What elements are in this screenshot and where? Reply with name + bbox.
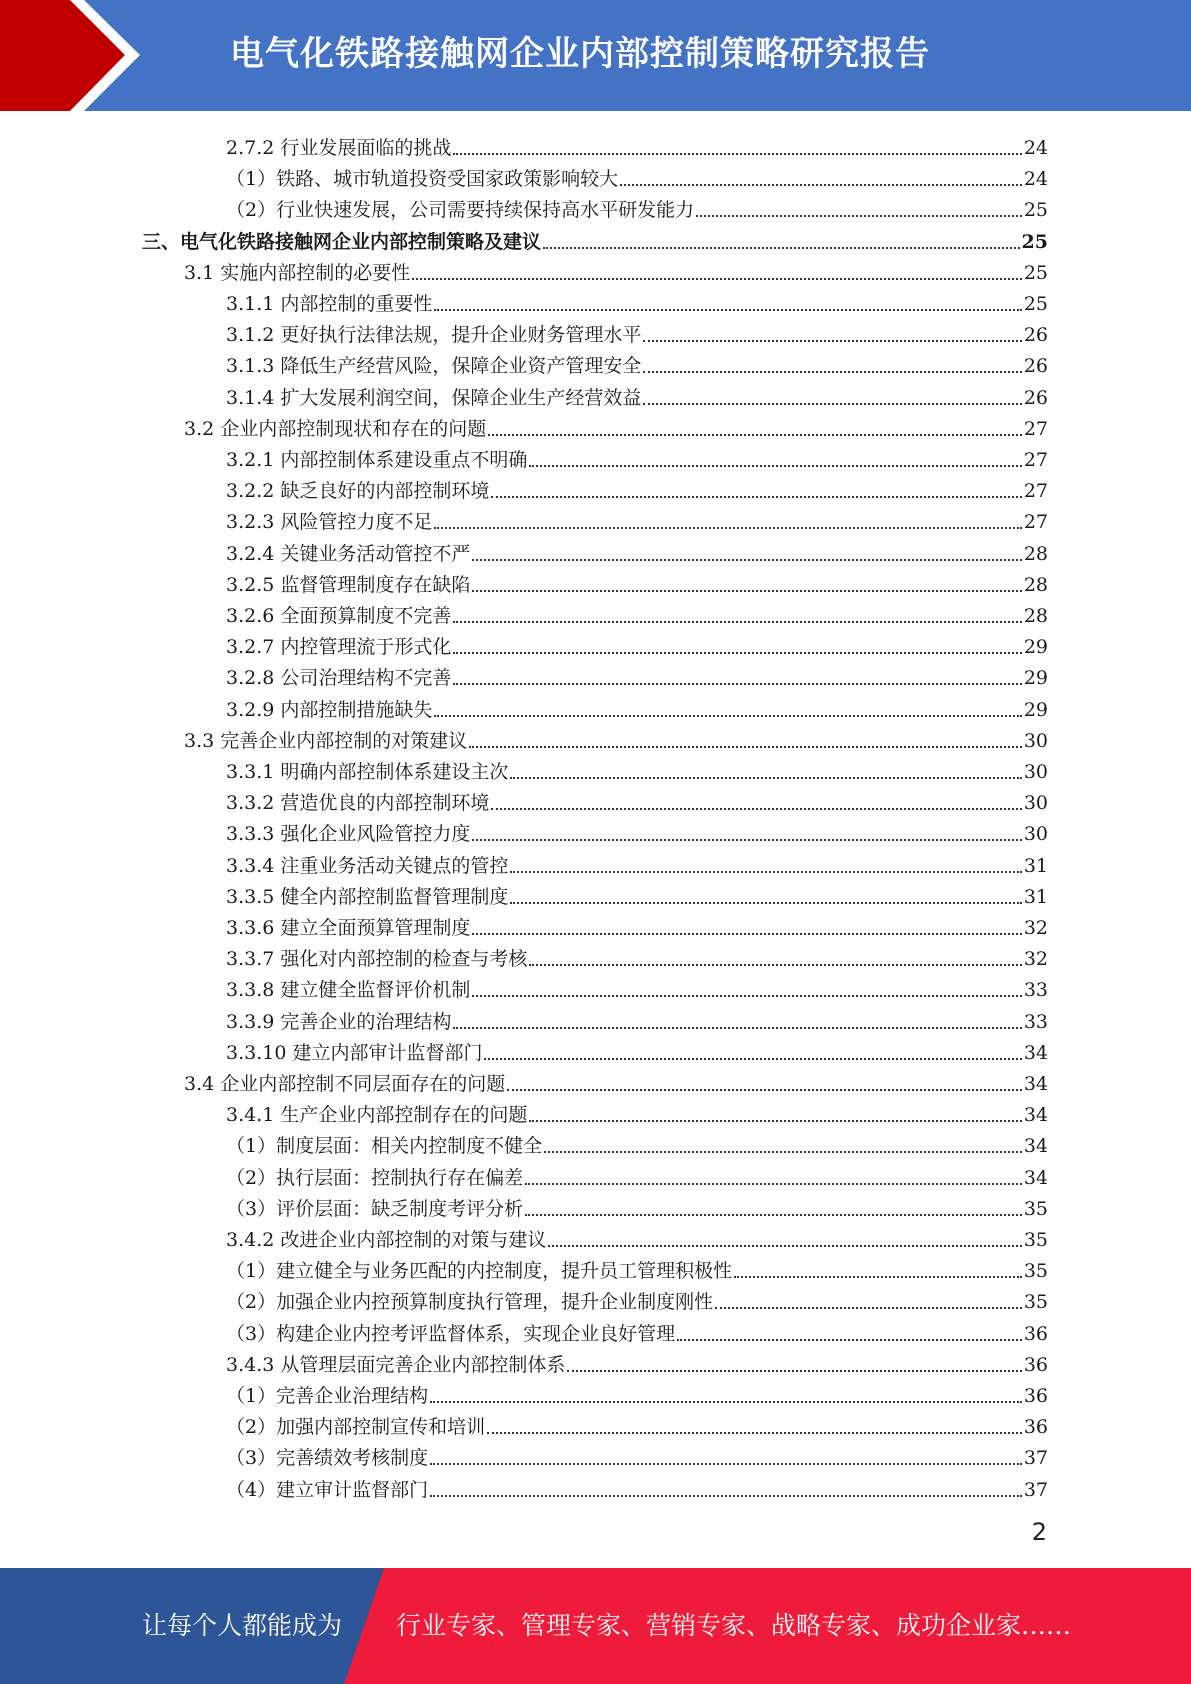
toc-entry[interactable] [226,159,1048,190]
toc-entry-title: （3）完善绩效考核制度 [226,1447,429,1470]
toc-entry-page: 25 [1023,199,1048,222]
toc-dot-leader [487,1431,1022,1434]
toc-entry[interactable] [184,253,1048,284]
toc-entry[interactable] [226,1407,1048,1438]
page-number: 2 [1031,1518,1047,1546]
toc-entry-title: 3.1.1 内部控制的重要性 [226,293,433,315]
toc-entry-title: 3.1.4 扩大发展利润空间，保障企业生产经营效益 [226,386,642,409]
toc-dot-leader [529,1119,1021,1122]
toc-entry[interactable] [226,1158,1048,1189]
toc-dot-leader [472,558,1021,561]
toc-entry-page: 28 [1023,542,1048,565]
toc-entry-page: 37 [1023,1447,1048,1470]
toc-entry-page: 27 [1023,480,1048,503]
toc-entry-page: 24 [1023,168,1048,191]
toc-entry[interactable] [226,190,1048,221]
toc-entry-page: 29 [1023,698,1048,721]
toc-dot-leader [507,1088,1022,1091]
toc-dot-leader [412,277,1022,280]
toc-entry-title: 三、电气化铁路接触网企业内部控制策略及建议 [142,230,542,253]
toc-entry[interactable] [184,409,1048,440]
toc-entry[interactable] [226,658,1048,689]
toc-dot-leader [544,1150,1022,1153]
toc-dot-leader [491,495,1021,498]
toc-entry-page: 33 [1023,1010,1048,1033]
toc-dot-leader [510,870,1021,873]
toc-entry-page: 37 [1023,1478,1048,1501]
toc-entry-title: 3.3.10 建立内部审计监督部门 [226,1041,483,1064]
toc-entry[interactable] [226,783,1048,814]
toc-dot-leader [643,339,1021,342]
toc-dot-leader [453,1026,1021,1029]
toc-entry-title: 3.4 企业内部控制不同层面存在的问题 [184,1073,506,1095]
toc-entry[interactable] [226,534,1048,565]
toc-entry-title: 3.2.4 关键业务活动管控不严 [226,542,471,565]
toc-entry-page: 27 [1023,417,1048,440]
toc-entry-page: 26 [1023,355,1048,378]
toc-entry-page: 32 [1023,917,1048,939]
toc-entry-page: 31 [1023,854,1048,877]
toc-entry[interactable] [184,1064,1048,1095]
toc-entry[interactable] [226,1376,1048,1407]
toc-entry-title: （4）建立审计监督部门 [226,1478,429,1501]
toc-entry-page: 24 [1023,137,1048,159]
toc-entry[interactable] [226,1314,1048,1345]
toc-entry-page: 25 [1023,261,1048,284]
document-title: 电气化铁路接触网企业内部控制策略研究报告 [230,34,930,74]
toc-entry[interactable] [226,1438,1048,1469]
toc-entry-title: （1）制度层面：相关内控制度不健全 [226,1135,543,1158]
toc-entry-page: 33 [1023,979,1048,1002]
toc-entry-page: 30 [1023,729,1048,752]
toc-entry-title: 2.7.2 行业发展面临的挑战 [226,137,452,159]
page-header [0,0,1191,111]
toc-entry[interactable] [226,502,1048,533]
toc-dot-leader [548,1244,1021,1247]
toc-dot-leader [529,464,1021,467]
toc-dot-leader [472,932,1021,935]
toc-entry[interactable] [226,1251,1048,1282]
toc-dot-leader [525,1182,1022,1185]
toc-entry[interactable] [142,222,1048,253]
toc-entry-page: 26 [1023,324,1048,347]
toc-entry-title: 3.3.4 注重业务活动关键点的管控 [226,854,509,877]
toc-entry-title: 3.3.7 强化对内部控制的检查与考核 [226,948,528,971]
toc-entry[interactable] [226,627,1048,658]
toc-entry-title: 3.3 完善企业内部控制的对策建议 [184,729,468,752]
toc-entry-page: 35 [1023,1291,1048,1314]
toc-entry-title: （2）加强企业内控预算制度执行管理，提升企业制度刚性 [226,1291,714,1314]
toc-entry-page: 29 [1023,667,1048,690]
toc-dot-leader [567,1369,1021,1372]
toc-dot-leader [643,402,1021,405]
toc-dot-leader [434,526,1021,529]
toc-entry-page: 28 [1023,605,1048,627]
toc-entry-page: 35 [1023,1260,1048,1283]
toc-entry-title: 3.3.8 建立健全监督评价机制 [226,979,471,1002]
toc-entry-page: 30 [1023,761,1048,783]
toc-entry[interactable] [184,721,1048,752]
toc-entry[interactable] [226,378,1048,409]
toc-entry-page: 34 [1023,1073,1048,1095]
toc-entry[interactable] [226,315,1048,346]
toc-entry-title: 3.2.5 监督管理制度存在缺陷 [226,573,471,596]
toc-entry-title: 3.1.3 降低生产经营风险，保障企业资产管理安全 [226,355,642,378]
toc-dot-leader [453,152,1021,155]
toc-entry-page: 35 [1023,1197,1048,1220]
toc-entry[interactable] [226,1470,1048,1501]
toc-dot-leader [434,714,1021,717]
toc-entry-title: （1）完善企业治理结构 [226,1385,429,1407]
toc-entry[interactable] [226,752,1048,783]
toc-dot-leader [430,1400,1022,1403]
toc-entry-page: 25 [1023,293,1048,315]
toc-entry-title: 3.3.1 明确内部控制体系建设主次 [226,761,509,783]
toc-entry-page: 30 [1023,823,1048,846]
toc-dot-leader [734,1275,1022,1278]
toc-dot-leader [453,682,1021,685]
toc-entry-page: 29 [1023,636,1048,659]
toc-entry[interactable] [226,846,1048,877]
toc-entry-title: （3）构建企业内控考评监督体系，实现企业良好管理 [226,1322,676,1345]
toc-entry[interactable] [226,1095,1048,1126]
toc-entry-page: 34 [1023,1135,1048,1158]
header-red-chevron-decoration [0,0,160,111]
toc-entry-title: 3.2.7 内控管理流于形式化 [226,636,452,659]
toc-entry-page: 34 [1023,1166,1048,1189]
toc-dot-leader [715,1306,1022,1309]
toc-dot-leader [510,776,1021,779]
toc-entry[interactable] [226,565,1048,596]
toc-entry-page: 36 [1023,1416,1048,1439]
toc-entry-page: 26 [1023,386,1048,409]
toc-dot-leader [472,838,1021,841]
toc-entry-page: 36 [1023,1322,1048,1345]
toc-entry-title: 3.4.2 改进企业内部控制的对策与建议 [226,1229,547,1251]
toc-entry-title: 3.2.8 公司治理结构不完善 [226,667,452,690]
toc-entry[interactable] [226,1189,1048,1220]
toc-entry[interactable] [226,814,1048,845]
toc-entry[interactable] [226,877,1048,908]
toc-entry[interactable] [226,1002,1048,1033]
toc-entry-page: 25 [1021,230,1048,253]
toc-dot-leader [430,1494,1022,1497]
toc-entry[interactable] [226,908,1048,939]
toc-entry-title: 3.3.2 营造优良的内部控制环境 [226,792,490,815]
toc-dot-leader [491,807,1021,810]
toc-entry[interactable] [226,1345,1048,1376]
toc-entry-page: 27 [1023,511,1048,534]
toc-dot-leader [620,183,1022,186]
toc-entry-page: 32 [1023,948,1048,971]
toc-entry-title: （1）建立健全与业务匹配的内控制度，提升员工管理积极性 [226,1260,733,1283]
toc-dot-leader [529,963,1021,966]
toc-dot-leader [643,370,1021,373]
toc-entry-title: （1）铁路、城市轨道投资受国家政策影响较大 [226,168,619,191]
toc-entry-page: 36 [1023,1385,1048,1407]
toc-entry[interactable] [226,284,1048,315]
toc-entry-page: 31 [1023,885,1048,908]
toc-entry-title: 3.3.6 建立全面预算管理制度 [226,917,471,939]
toc-dot-leader [510,901,1021,904]
toc-entry-title: 3.3.9 完善企业的治理结构 [226,1010,452,1033]
toc-entry-title: （3）评价层面：缺乏制度考评分析 [226,1197,524,1220]
toc-entry-title: （2）加强内部控制宣传和培训 [226,1416,486,1439]
toc-entry-page: 35 [1023,1229,1048,1251]
toc-dot-leader [543,246,1020,249]
toc-dot-leader [677,1338,1022,1341]
toc-entry[interactable] [226,596,1048,627]
toc-entry[interactable] [226,939,1048,970]
toc-entry-title: 3.2.1 内部控制体系建设重点不明确 [226,449,528,471]
toc-entry[interactable] [226,1033,1048,1064]
toc-dot-leader [430,1462,1022,1465]
toc-entry-title: （2）执行层面：控制执行存在偏差 [226,1166,524,1189]
toc-dot-leader [484,1057,1021,1060]
toc-dot-leader [453,651,1021,654]
toc-entry-page: 27 [1023,449,1048,471]
toc-dot-leader [488,433,1022,436]
toc-dot-leader [453,620,1021,623]
toc-entry-title: 3.2.9 内部控制措施缺失 [226,698,433,721]
footer-slogan-right: 行业专家、管理专家、营销专家、战略专家、成功企业家…… [396,1611,1072,1640]
toc-entry-title: 3.2.2 缺乏良好的内部控制环境 [226,480,490,503]
toc-entry[interactable] [226,690,1048,721]
toc-entry-title: （2）行业快速发展，公司需要持续保持高水平研发能力 [226,199,695,222]
toc-entry[interactable] [226,970,1048,1001]
toc-entry[interactable] [226,128,1048,159]
toc-entry-title: 3.2.3 风险管控力度不足 [226,511,433,534]
toc-dot-leader [469,745,1022,748]
toc-entry-page: 28 [1023,573,1048,596]
toc-entry-title: 3.1 实施内部控制的必要性 [184,261,411,284]
toc-entry-page: 34 [1023,1104,1048,1127]
toc-entry-title: 3.4.3 从管理层面完善企业内部控制体系 [226,1353,566,1376]
toc-entry[interactable] [226,440,1048,471]
toc-entry-title: 3.2 企业内部控制现状和存在的问题 [184,417,487,440]
toc-entry-title: 3.4.1 生产企业内部控制存在的问题 [226,1104,528,1127]
toc-dot-leader [696,214,1022,217]
page-footer [0,1568,1191,1684]
toc-entry[interactable] [226,346,1048,377]
toc-dot-leader [525,1213,1022,1216]
toc-entry[interactable] [226,471,1048,502]
toc-entry[interactable] [226,1220,1048,1251]
toc-entry-page: 36 [1023,1353,1048,1376]
toc-entry-title: 3.3.5 健全内部控制监督管理制度 [226,885,509,908]
toc-entry-page: 34 [1023,1041,1048,1064]
toc-entry-title: 3.3.3 强化企业风险管控力度 [226,823,471,846]
toc-entry-title: 3.1.2 更好执行法律法规，提升企业财务管理水平 [226,324,642,347]
footer-slogan-left: 让每个人都能成为 [142,1611,343,1640]
toc-dot-leader [434,308,1021,311]
toc-entry[interactable] [226,1282,1048,1313]
toc-dot-leader [472,994,1021,997]
toc-entry[interactable] [226,1126,1048,1157]
toc-entry-page: 30 [1023,792,1048,815]
toc-entry-title: 3.2.6 全面预算制度不完善 [226,605,452,627]
toc-dot-leader [472,589,1021,592]
